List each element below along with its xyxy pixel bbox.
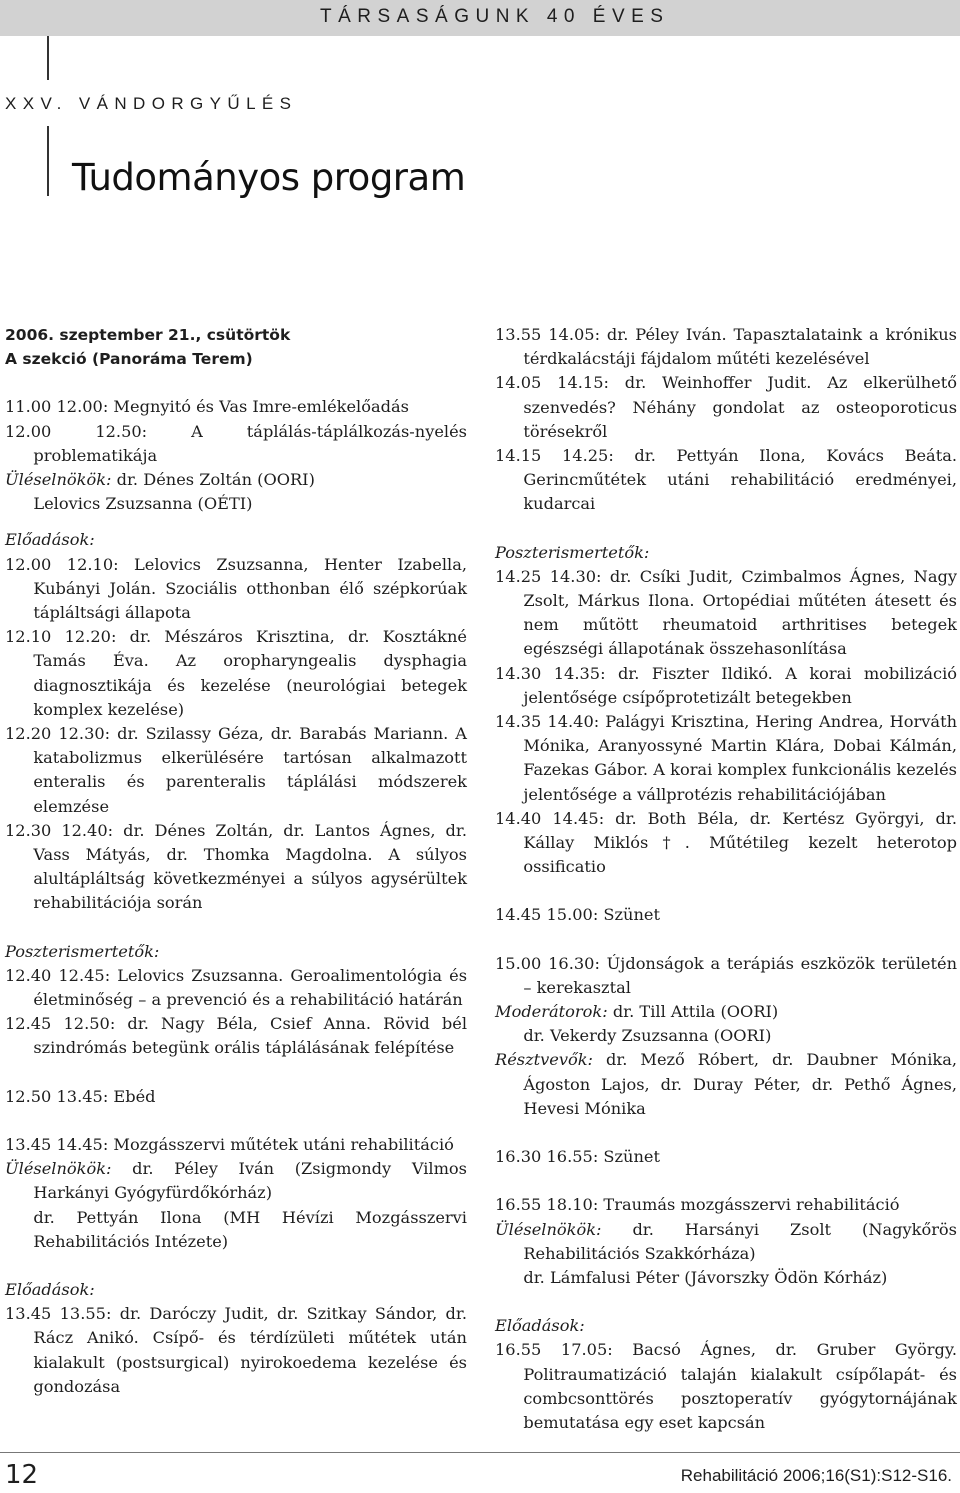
lectures-label: Előadások: xyxy=(5,530,95,550)
block-title: 12.00 12.50: A táplálás-táplálkozás-nyelés problematikája xyxy=(5,421,467,465)
program-item: 13.55 14.05: dr. Péley Iván. Tapasztalataink a krónikus térdkalácstáji fájdalom műtéti kezelésével xyxy=(495,325,957,369)
posters-label: Poszterismertetők: xyxy=(495,542,650,562)
program-item: 12.45 12.50: dr. Nagy Béla, Csief Anna. Rövid bél szindrómás betegünk orális táplálásának felépítése xyxy=(5,1014,467,1058)
participants-names: dr. Mező Róbert, dr. Daubner Mónika, Ágoston Lajos, dr. Duray Péter, dr. Pethő Ágnes, Hevesi Mónika xyxy=(523,1050,957,1118)
program-item: 14.40 14.45: dr. Both Béla, dr. Kertész Györgyi, dr. Kállay Miklós†. Műtétileg kezelt heterotop ossificatio xyxy=(495,808,957,877)
posters-label: Poszterismertetők: xyxy=(5,941,160,961)
header-divider-1 xyxy=(47,36,49,80)
chairs xyxy=(495,1218,957,1266)
chairs-name-2: Lelovics Zsuzsanna (OÉTI) xyxy=(33,494,253,514)
program-item: 14.30 14.35: dr. Fiszter Ildikó. A korai mobilizáció jelentősége csípőprotetizált betegekben xyxy=(495,663,957,707)
chairs-name: dr. Dénes Zoltán (OORI) xyxy=(116,470,315,490)
block-title: 13.45 14.45: Mozgásszervi műtétek utáni rehabilitáció xyxy=(5,1134,454,1154)
program-item: 12.00 12.10: Lelovics Zsuzsanna, Henter Izabella, Kubányi Jolán. Szociális otthonban élő szépkorúak tápláltsági állapota xyxy=(5,554,467,623)
chairs-label: Üléselnökök: xyxy=(5,1159,112,1179)
session-date: 2006. szeptember 21., csütörtök xyxy=(5,326,291,344)
moderators-name-2: dr. Vekerdy Zsuzsanna (OORI) xyxy=(523,1026,772,1046)
chairs-label: Üléselnökök: xyxy=(5,470,112,490)
chairs-name-2: dr. Lámfalusi Péter (Jávorszky Ödön Kórház) xyxy=(523,1267,888,1287)
moderators xyxy=(495,1000,957,1024)
moderators-label: Moderátorok: xyxy=(495,1002,608,1022)
program-item: 14.05 14.15: dr. Weinhoffer Judit. Az elkerülhető szenvedés? Néhány gondolat az osteoporoticus törésekről xyxy=(495,373,957,441)
chairs-name: dr. Péley Iván (Zsigmondy Vilmos Harkányi Gyógyfürdőkórház) xyxy=(33,1159,467,1203)
participants xyxy=(495,1048,957,1121)
program-item: 12.30 12.40: dr. Dénes Zoltán, dr. Lantos Ágnes, dr. Vass Mátyás, dr. Thomka Magdolna. A súlyos alultápláltság következményei a súlyos agysérültek rehabilitációja során xyxy=(5,820,467,913)
program-item: 14.45 15.00: Szünet xyxy=(495,905,660,925)
program-item: 12.50 13.45: Ebéd xyxy=(5,1086,156,1106)
society-anniversary-header: TÁRSASÁGUNK 40 ÉVES xyxy=(320,6,670,27)
session-room: A szekció (Panoráma Terem) xyxy=(5,350,253,369)
chairs xyxy=(5,468,467,492)
lectures-label: Előadások: xyxy=(5,1279,95,1299)
block-title: 16.55 18.10: Traumás mozgásszervi rehabilitáció xyxy=(495,1195,900,1215)
chairs-name-2: dr. Pettyán Ilona (MH Hévízi Mozgásszervi Rehabilitációs Intézete) xyxy=(33,1207,467,1251)
program-item: 14.25 14.30: dr. Csíki Judit, Czimbalmos Ágnes, Nagy Zsolt, Márkus Ilona. Ortopédiai műtéten átesett és nem műtött rheumatoid arthritises betegek egészségi állapotának összehasonlítása xyxy=(495,566,957,659)
page-number: 12 xyxy=(5,1460,39,1490)
page-title: Tudományos program xyxy=(72,156,466,199)
program-item: 12.20 12.30: dr. Szilassy Géza, dr. Barabás Mariann. A katabolizmus elkerülésére tartósan alkalmazott enteralis és parenteralis táplálási módszerek elemzése xyxy=(5,724,467,816)
chairs-name: dr. Harsányi Zsolt (Nagykőrös Rehabilitációs Szakkórháza) xyxy=(523,1219,957,1263)
footer-rule xyxy=(0,1452,960,1453)
moderators-name: dr. Till Attila (OORI) xyxy=(612,1002,779,1022)
right-column xyxy=(495,323,957,1435)
lectures-label: Előadások: xyxy=(495,1316,585,1336)
program-item: 12.40 12.45: Lelovics Zsuzsanna. Geroalimentológia és életminőség – a prevenció és a rehabilitáció határán xyxy=(5,965,467,1010)
program-item: 11.00 12.00: Megnyitó és Vas Imre-emlékelőadás xyxy=(5,397,409,417)
program-item: 14.15 14.25: dr. Pettyán Ilona, Kovács Beáta. Gerincműtétek utáni rehabilitáció eredményei, kudarcai xyxy=(495,446,957,514)
program-item: 16.55 17.05: Bacsó Ágnes, dr. Gruber György. Politraumatizáció talaján kialakult csípőlapát- és combcsonttörés posztoperatív gyógytornájának bemutatása egy eset kapcsán xyxy=(495,1340,957,1432)
program-item: 13.45 13.55: dr. Daróczy Judit, dr. Szitkay Sándor, dr. Rácz Anikó. Csípő- és térdízületi műtétek után kialakult (postsurgical) nyirokoedema kezelése és gondozása xyxy=(5,1304,467,1396)
program-item: 12.10 12.20: dr. Mészáros Krisztina, dr. Kosztákné Tamás Éva. Az oropharyngealis dysphagia diagnosztikája és kezelése (neurológiai betegek komplex kezelése) xyxy=(5,627,467,719)
program-item: 14.35 14.40: Palágyi Krisztina, Hering Andrea, Horváth Mónika, Aranyossyné Martin Klára, Dobai Kálmán, Fazekas Gábor. A korai komplex funkcionális kezelés jelentősége a vállprotézis rehabilitációjában xyxy=(495,712,957,804)
journal-citation: Rehabilitáció 2006;16(S1):S12-S16. xyxy=(680,1466,952,1485)
header-divider-2 xyxy=(47,126,49,196)
block-title: 15.00 16.30: Újdonságok a terápiás eszközök területén – kerekasztal xyxy=(495,953,957,997)
meeting-title: XXV. VÁNDORGYŰLÉS xyxy=(5,94,298,113)
chairs-label: Üléselnökök: xyxy=(495,1219,602,1239)
left-column xyxy=(5,323,467,1399)
participants-label: Résztvevők: xyxy=(495,1050,593,1070)
program-item: 16.30 16.55: Szünet xyxy=(495,1147,660,1167)
chairs xyxy=(5,1157,467,1205)
